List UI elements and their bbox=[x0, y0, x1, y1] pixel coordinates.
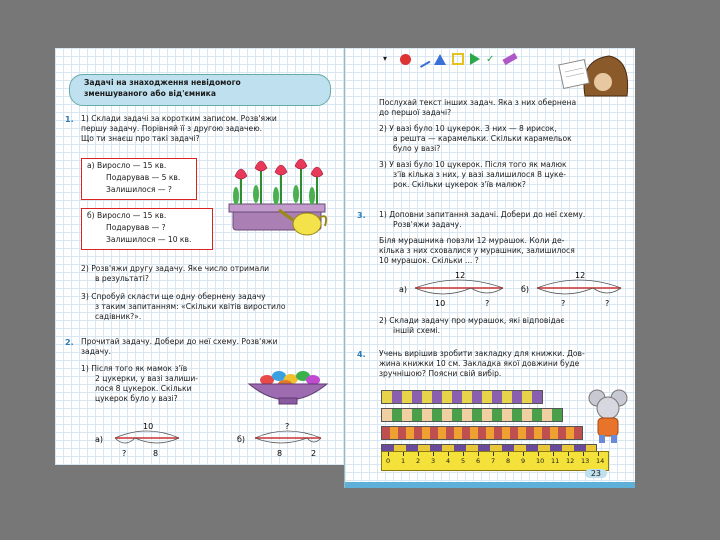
ruler-tick bbox=[508, 452, 509, 456]
ruler-label-6: 6 bbox=[476, 457, 481, 465]
intro-line-2: до першої задачі? bbox=[379, 108, 452, 117]
ruler-label-9: 9 bbox=[521, 457, 526, 465]
section-title-box bbox=[69, 74, 331, 106]
ex3-line-2: Розв'яжи задачу. bbox=[393, 220, 462, 229]
ruler-tick bbox=[523, 452, 524, 456]
box-a-line-2: Подарував — 5 кв. bbox=[106, 173, 181, 182]
ruler-label-0: 0 bbox=[386, 457, 391, 465]
ex1-line-2: першу задачу. Порівняй її з другою задачею. bbox=[81, 124, 263, 133]
ex2-line-1: Прочитай задачу. Добери до неї схему. Розв'яжи bbox=[81, 337, 278, 346]
ex3-scheme-b-question-1: ? bbox=[561, 299, 566, 308]
ruler-label-12: 12 bbox=[566, 457, 575, 465]
task2-line-1: 2) У вазі було 10 цукерок. З них — 8 ирисок, bbox=[379, 124, 557, 133]
ruler-label-7: 7 bbox=[491, 457, 496, 465]
exercise-1-number: 1. bbox=[65, 115, 74, 124]
right-page bbox=[344, 48, 635, 488]
ex3-line-5: 10 мурашок. Скільки ... ? bbox=[379, 256, 479, 265]
ex4-line-1: Учень вирішив зробити закладку для книжки. Дов- bbox=[379, 349, 585, 358]
eraser-icon[interactable] bbox=[502, 53, 517, 65]
ex2-scheme-a-top: 10 bbox=[143, 422, 154, 431]
ex3-line-3: Біля мурашника повзли 12 мурашок. Коли де- bbox=[379, 236, 565, 245]
ex2-task-line-2: 2 цукерки, у вазі залиши- bbox=[95, 374, 199, 383]
ruler-label-11: 11 bbox=[551, 457, 560, 465]
ruler-tick bbox=[598, 452, 599, 456]
ex3-scheme-a bbox=[399, 268, 519, 310]
ruler-label-2: 2 bbox=[416, 457, 421, 465]
ex1-part3-line-3: садівник?». bbox=[95, 312, 142, 321]
pen-icon[interactable] bbox=[414, 51, 430, 68]
ex2-scheme-b-top: ? bbox=[285, 422, 290, 431]
box-b-line-1: б) Виросло — 15 кв. bbox=[87, 211, 167, 220]
page-bottom-bar bbox=[345, 482, 635, 488]
box-a-line-3: Залишилося — ? bbox=[106, 185, 172, 194]
annotation-toolbar bbox=[383, 52, 517, 66]
ex3-line-1: 1) Доповни запитання задачі. Добери до неї схему. bbox=[379, 210, 586, 219]
ruler-label-8: 8 bbox=[506, 457, 511, 465]
section-title-line-2: зменшуваного або від'ємника bbox=[84, 89, 216, 98]
ruler-tick bbox=[388, 452, 389, 456]
exercise-2-number: 2. bbox=[65, 338, 74, 347]
ex4-line-3: зручнішою? Поясни свій вибір. bbox=[379, 369, 502, 378]
ex2-line-2: задачу. bbox=[81, 347, 111, 356]
ex2-scheme-b-letter: б) bbox=[237, 435, 246, 444]
ruler-tick bbox=[553, 452, 554, 456]
ruler-tick bbox=[478, 452, 479, 456]
ruler-tick bbox=[403, 452, 404, 456]
marker-icon[interactable]: ✓ bbox=[486, 53, 495, 65]
ex1-part2-line-2: в результаті? bbox=[95, 274, 149, 283]
ruler-label-1: 1 bbox=[401, 457, 406, 465]
ex3-scheme-a-top: 12 bbox=[455, 271, 466, 280]
ruler-tick bbox=[538, 452, 539, 456]
ex2-scheme-a-question: ? bbox=[122, 449, 127, 458]
tulips-illustration bbox=[223, 154, 343, 242]
exercise-3-number: 3. bbox=[357, 211, 366, 220]
ex2-scheme-a-bottom: 8 bbox=[153, 449, 159, 458]
ex1-part3-line-1: 3) Спробуй скласти ще одну обернену задачу bbox=[81, 292, 266, 301]
task2-line-3: було у вазі? bbox=[393, 144, 441, 153]
ex3-scheme-b bbox=[521, 268, 633, 310]
shapes-icon[interactable] bbox=[434, 54, 446, 65]
ex2-scheme-b-left: 8 bbox=[277, 449, 283, 458]
chevron-down-icon[interactable]: ▾ bbox=[383, 53, 388, 63]
ruler-tick bbox=[463, 452, 464, 456]
ruler-tick bbox=[418, 452, 419, 456]
intro-line-1: Послухай текст інших задач. Яка з них обернена bbox=[379, 98, 577, 107]
rectangle-icon[interactable] bbox=[452, 53, 464, 65]
ruler bbox=[381, 451, 609, 471]
exercise-4-number: 4. bbox=[357, 350, 366, 359]
ex2-scheme-a bbox=[95, 420, 195, 460]
ex3-part2-line-2: іншій схемі. bbox=[393, 326, 441, 335]
ex2-scheme-a-letter: а) bbox=[95, 435, 104, 444]
ex1-line-1: 1) Склади задачі за коротким записом. Розв'яжи bbox=[81, 114, 277, 123]
ruler-label-14: 14 bbox=[596, 457, 605, 465]
ex3-scheme-a-question: ? bbox=[485, 299, 490, 308]
ruler-tick bbox=[493, 452, 494, 456]
task3-line-2: з'їв кілька з них, у вазі залишилося 8 цуке- bbox=[393, 170, 567, 179]
section-title-line-1: Задачі на знаходження невідомого bbox=[84, 78, 241, 87]
mouse-illustration bbox=[585, 388, 631, 444]
hedgehog-illustration bbox=[557, 50, 633, 100]
box-b-line-3: Залишилося — 10 кв. bbox=[106, 235, 192, 244]
task3-line-3: рок. Скільки цукерок з'їв малюк? bbox=[393, 180, 526, 189]
bookmark-1 bbox=[381, 390, 543, 404]
ex3-line-4: кілька з них сховалися у мурашник, залишилося bbox=[379, 246, 575, 255]
ruler-tick bbox=[448, 452, 449, 456]
ruler-tick bbox=[433, 452, 434, 456]
ruler-label-5: 5 bbox=[461, 457, 466, 465]
ex2-scheme-b-right: 2 bbox=[311, 449, 317, 458]
bookmark-2 bbox=[381, 408, 563, 422]
ex3-scheme-b-question-2: ? bbox=[605, 299, 610, 308]
short-record-b bbox=[81, 208, 213, 250]
ex3-scheme-b-letter: б) bbox=[521, 285, 530, 294]
ex3-scheme-b-top: 12 bbox=[575, 271, 586, 280]
ruler-tick bbox=[568, 452, 569, 456]
bookmark-3 bbox=[381, 426, 583, 440]
ex3-scheme-a-left: 10 bbox=[435, 299, 446, 308]
record-icon[interactable] bbox=[400, 54, 411, 65]
ex4-line-2: жина книжки 10 см. Закладка якої довжини буде bbox=[379, 359, 580, 368]
box-b-line-2: Подарував — ? bbox=[106, 223, 166, 232]
ruler-label-10: 10 bbox=[536, 457, 545, 465]
ruler-tick bbox=[583, 452, 584, 456]
ex1-part2-line-1: 2) Розв'яжи другу задачу. Яке число отримали bbox=[81, 264, 270, 273]
candy-bowl-illustration bbox=[243, 364, 333, 410]
ex1-part3-line-2: з таким запитанням: «Скільки квітів виростило bbox=[95, 302, 286, 311]
ruler-label-3: 3 bbox=[431, 457, 436, 465]
left-page bbox=[55, 48, 348, 465]
task2-line-2: а решта — карамельки. Скільки карамельок bbox=[393, 134, 572, 143]
ruler-label-4: 4 bbox=[446, 457, 451, 465]
ex2-task-line-4: цукерок було у вазі? bbox=[95, 394, 178, 403]
short-record-a bbox=[81, 158, 197, 200]
ex2-task-line-3: лося 8 цукерок. Скільки bbox=[95, 384, 192, 393]
page-number: 23 bbox=[585, 469, 607, 478]
ex1-line-3: Що ти знаєш про такі задачі? bbox=[81, 134, 200, 143]
ex3-part2-line-1: 2) Склади задачу про мурашок, які відповідає bbox=[379, 316, 565, 325]
ex2-scheme-b bbox=[237, 420, 337, 460]
play-icon[interactable] bbox=[470, 53, 480, 65]
task3-line-1: 3) У вазі було 10 цукерок. Після того як малюк bbox=[379, 160, 567, 169]
ruler-label-13: 13 bbox=[581, 457, 590, 465]
box-a-line-1: а) Виросло — 15 кв. bbox=[87, 161, 167, 170]
ex2-task-line-1: 1) Після того як мамок з'їв bbox=[81, 364, 188, 373]
ex3-scheme-a-letter: а) bbox=[399, 285, 408, 294]
